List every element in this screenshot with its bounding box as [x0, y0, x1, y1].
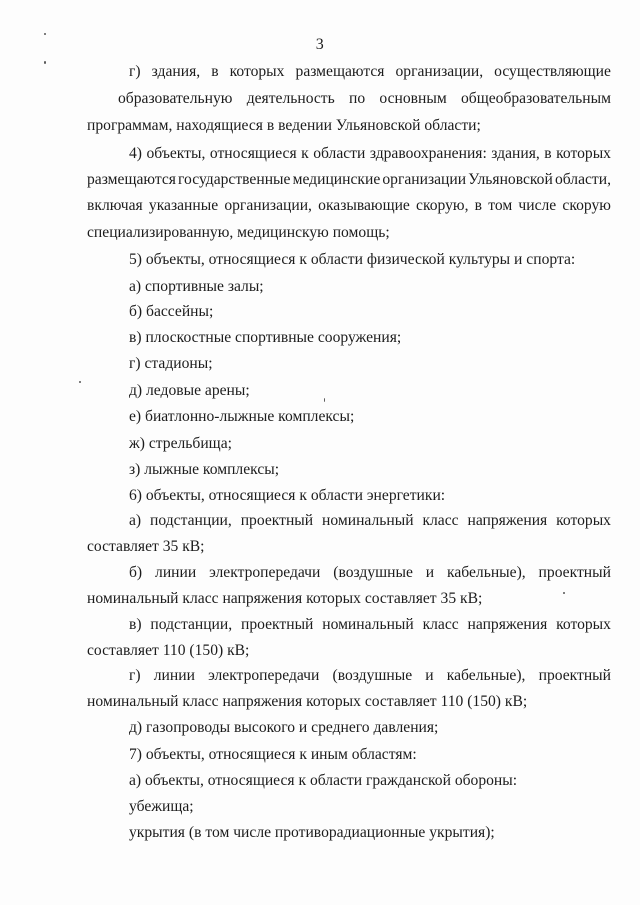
word: в	[544, 145, 552, 162]
word: указанные	[148, 197, 219, 214]
scan-speck	[79, 381, 81, 383]
text-line	[129, 62, 611, 82]
word: включая	[87, 197, 143, 214]
word: проектный	[240, 512, 314, 529]
word: образовательную	[118, 90, 233, 107]
text-line	[87, 170, 611, 190]
text-line: 6) объекты, относящиеся к области энергетики:	[129, 487, 446, 504]
justified-line	[129, 563, 611, 583]
text-line: ж) стрельбища;	[129, 435, 232, 452]
word: (воздушные	[332, 667, 413, 684]
page-number: 3	[315, 36, 325, 53]
word: и	[425, 564, 435, 581]
word: осуществляющие	[494, 63, 611, 80]
word: в	[474, 197, 483, 214]
word: размещаются	[87, 171, 176, 188]
word: которых	[556, 145, 611, 162]
word: напряжения	[467, 512, 548, 529]
text-line	[87, 196, 611, 216]
word: подстанции,	[150, 512, 232, 529]
word: которых	[556, 512, 611, 529]
word: г)	[129, 667, 141, 684]
text-line: составляет 110 (150) кВ;	[87, 642, 250, 659]
text-line: е) биатлонно-лыжные комплексы;	[129, 408, 355, 425]
word: линии	[153, 667, 195, 684]
word: электропередачи	[209, 564, 321, 581]
text-line	[129, 511, 611, 531]
word: по	[349, 90, 366, 107]
word: оказывающие	[318, 197, 410, 214]
word: номинальный	[322, 616, 414, 633]
word: б)	[129, 564, 143, 581]
justified-line	[129, 62, 611, 82]
text-line: з) лыжные комплексы;	[129, 461, 280, 478]
justified-line	[129, 144, 611, 164]
word: класс	[422, 616, 459, 633]
word: организации,	[395, 63, 484, 80]
text-line	[129, 563, 611, 583]
word: кабельные),	[447, 564, 526, 581]
word: скорую,	[416, 197, 469, 214]
text-line: программам, находящиеся в ведении Ульяновской области;	[87, 117, 481, 134]
word: том	[488, 197, 513, 214]
word: Ульяновской	[468, 171, 553, 188]
text-line: номинальный класс напряжения которых составляет 35 кВ;	[87, 590, 483, 607]
text-line: составляет 35 кВ;	[87, 538, 205, 555]
word: а)	[129, 512, 142, 529]
scan-speck	[324, 398, 325, 402]
text-line: 5) объекты, относящиеся к области физической культуры и спорта:	[129, 251, 576, 268]
justified-line	[129, 615, 611, 635]
word: области	[313, 145, 366, 162]
scan-speck	[44, 33, 46, 35]
word: здания,	[151, 63, 201, 80]
word: которых	[556, 616, 611, 633]
word: подстанции,	[150, 616, 233, 633]
word: общеобразовательным	[461, 90, 611, 107]
justified-line	[87, 170, 611, 190]
word: области,	[554, 171, 611, 188]
word: здравоохранения:	[369, 145, 487, 162]
word: организации,	[224, 197, 312, 214]
word: проектный	[538, 564, 611, 581]
text-line	[129, 666, 611, 686]
word: числе	[518, 197, 557, 214]
word: здания,	[491, 145, 540, 162]
text-line: г) стадионы;	[129, 355, 213, 372]
word: 4)	[129, 145, 142, 162]
word: электропередачи	[208, 667, 320, 684]
word: относящиеся	[209, 145, 297, 162]
text-line: а) спортивные залы;	[129, 278, 264, 295]
justified-line	[118, 89, 611, 109]
word: размещаются	[295, 63, 385, 80]
word: скорую	[562, 197, 611, 214]
word: номинальный	[322, 512, 414, 529]
word: (воздушные	[333, 564, 413, 581]
text-line: специализированную, медицинскую помощь;	[87, 224, 390, 241]
word: проектный	[538, 667, 611, 684]
justified-line	[129, 511, 611, 531]
word: в	[211, 63, 219, 80]
text-line	[118, 89, 611, 109]
word: медицинские	[292, 171, 381, 188]
word: линии	[155, 564, 197, 581]
justified-line	[87, 196, 611, 216]
word: государственные	[178, 171, 291, 188]
text-line	[129, 615, 611, 635]
scan-speck	[563, 592, 565, 594]
text-line: а) объекты, относящиеся к области гражданской обороны:	[129, 772, 518, 789]
text-line: убежища;	[129, 798, 194, 815]
word: и	[425, 667, 434, 684]
word: объекты,	[146, 145, 206, 162]
text-line: номинальный класс напряжения которых составляет 110 (150) кВ;	[87, 693, 528, 710]
scan-speck	[44, 61, 46, 64]
word: основным	[379, 90, 447, 107]
word: к	[301, 145, 309, 162]
text-line: в) плоскостные спортивные сооружения;	[129, 329, 402, 346]
text-line: укрытия (в том числе противорадиационные укрытия);	[129, 824, 495, 841]
text-line: 7) объекты, относящиеся к иным областям:	[129, 746, 417, 763]
text-line	[129, 144, 611, 164]
word: которых	[229, 63, 285, 80]
text-line: д) газопроводы высокого и среднего давления;	[129, 719, 439, 736]
word: деятельность	[246, 90, 335, 107]
word: напряжения	[467, 616, 548, 633]
word: кабельные),	[446, 667, 526, 684]
text-line: б) бассейны;	[129, 303, 214, 320]
word: проектный	[240, 616, 314, 633]
word: класс	[422, 512, 459, 529]
word: г)	[129, 63, 141, 80]
word: организации	[382, 171, 467, 188]
text-line: д) ледовые арены;	[129, 382, 250, 399]
word: в)	[129, 616, 142, 633]
justified-line	[129, 666, 611, 686]
